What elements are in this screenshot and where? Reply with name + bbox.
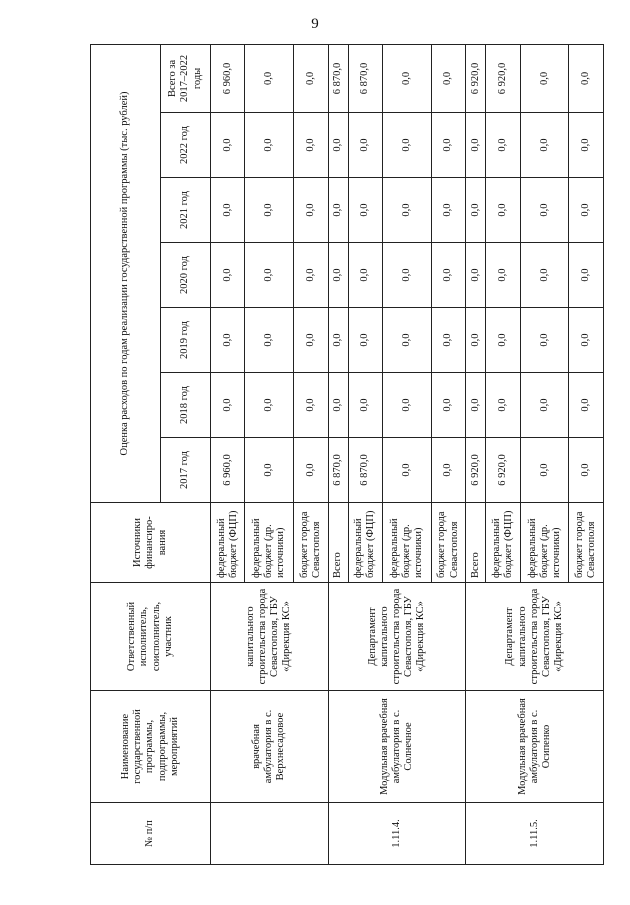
header-total: Всего за 2017–2022 годы [161, 44, 211, 112]
header-year: 2020 год [161, 243, 211, 308]
year-value: 0,0 [348, 113, 382, 178]
year-value: 0,0 [245, 438, 294, 503]
year-value: 0,0 [211, 373, 245, 438]
table-wrapper [90, 45, 604, 865]
year-value: 0,0 [466, 113, 486, 178]
year-value: 0,0 [294, 178, 328, 243]
year-value: 0,0 [211, 308, 245, 373]
year-value: 0,0 [294, 308, 328, 373]
year-value: 0,0 [383, 178, 432, 243]
year-value: 0,0 [466, 243, 486, 308]
year-value: 0,0 [486, 373, 520, 438]
year-value: 0,0 [486, 308, 520, 373]
year-value: 0,0 [245, 113, 294, 178]
year-value: 0,0 [520, 243, 569, 308]
year-value: 0,0 [569, 113, 604, 178]
year-value: 0,0 [294, 113, 328, 178]
year-value: 0,0 [520, 178, 569, 243]
year-value: 0,0 [431, 308, 465, 373]
funding-source: федеральный бюджет (др. источники) [245, 503, 294, 583]
funding-source: федеральный бюджет (др. источники) [520, 503, 569, 583]
total-value: 6 920,0 [486, 44, 520, 112]
year-value: 0,0 [245, 373, 294, 438]
item-name: Модульная врачебная амбулатория в с. Солнечное [328, 691, 466, 803]
header-name: Наименование государственной программы, подпрограммы, мероприятий [91, 691, 211, 803]
header-year: 2021 год [161, 178, 211, 243]
year-value: 0,0 [328, 178, 348, 243]
year-value: 0,0 [569, 243, 604, 308]
total-value: 0,0 [294, 44, 328, 112]
funding-source: федеральный бюджет (др. источники) [383, 503, 432, 583]
row-number: 1.11.5. [466, 803, 604, 865]
header-year: 2022 год [161, 113, 211, 178]
item-responsible: Департамент капитального строительства города Севастополя, ГБУ «Дирекция КС» [466, 583, 604, 691]
year-value: 6 870,0 [348, 438, 382, 503]
year-value: 0,0 [569, 308, 604, 373]
year-value: 0,0 [211, 178, 245, 243]
year-value: 0,0 [383, 243, 432, 308]
page-number: 9 [311, 16, 319, 32]
total-value: 0,0 [520, 44, 569, 112]
table-row [466, 44, 486, 864]
year-value: 0,0 [348, 178, 382, 243]
year-value: 0,0 [486, 178, 520, 243]
year-value: 0,0 [211, 243, 245, 308]
year-value: 0,0 [383, 438, 432, 503]
funding-source: бюджет города Севастополя [294, 503, 328, 583]
year-value: 0,0 [431, 178, 465, 243]
budget-table [90, 44, 604, 865]
header-year: 2017 год [161, 438, 211, 503]
item-responsible: Департамент капитального строительства города Севастополя, ГБУ «Дирекция КС» [328, 583, 466, 691]
header-sources: Источники финансиро-вания [91, 503, 211, 583]
year-value: 0,0 [294, 373, 328, 438]
year-value: 6 920,0 [486, 438, 520, 503]
table-row [211, 44, 245, 864]
year-value: 6 960,0 [211, 438, 245, 503]
year-value: 0,0 [431, 243, 465, 308]
year-value: 6 920,0 [466, 438, 486, 503]
header-no: № п/п [91, 803, 211, 865]
total-value: 6 870,0 [348, 44, 382, 112]
funding-source: бюджет города Севастополя [431, 503, 465, 583]
header-estimate: Оценка расходов по годам реализации государственной программы (тыс. рублей) [91, 44, 161, 502]
year-value: 0,0 [348, 373, 382, 438]
funding-source: федеральный бюджет (ФЦП) [486, 503, 520, 583]
table-body [211, 44, 604, 864]
year-value: 0,0 [245, 178, 294, 243]
funding-source: Всего [466, 503, 486, 583]
year-value: 0,0 [466, 373, 486, 438]
header-year: 2019 год [161, 308, 211, 373]
year-value: 0,0 [569, 178, 604, 243]
year-value: 0,0 [383, 373, 432, 438]
row-number: 1.11.4. [328, 803, 466, 865]
header-year: 2018 год [161, 373, 211, 438]
funding-source: федеральный бюджет (ФЦП) [211, 503, 245, 583]
total-value: 6 870,0 [328, 44, 348, 112]
item-responsible: капитального строительства города Севастополя, ГБУ «Дирекция КС» [211, 583, 329, 691]
year-value: 0,0 [294, 243, 328, 308]
year-value: 0,0 [520, 373, 569, 438]
year-value: 0,0 [383, 308, 432, 373]
year-value: 0,0 [348, 308, 382, 373]
total-value: 6 960,0 [211, 44, 245, 112]
item-name: Модульная врачебная амбулатория в с. Осипенко [466, 691, 604, 803]
year-value: 0,0 [520, 438, 569, 503]
year-value: 0,0 [383, 113, 432, 178]
year-value: 0,0 [294, 438, 328, 503]
total-value: 0,0 [383, 44, 432, 112]
year-value: 0,0 [245, 308, 294, 373]
year-value: 0,0 [466, 308, 486, 373]
year-value: 0,0 [348, 243, 382, 308]
year-value: 0,0 [328, 373, 348, 438]
year-value: 0,0 [245, 243, 294, 308]
total-value: 0,0 [245, 44, 294, 112]
year-value: 0,0 [466, 178, 486, 243]
year-value: 0,0 [486, 243, 520, 308]
year-value: 0,0 [431, 113, 465, 178]
rotated-table-container [90, 45, 604, 865]
year-value: 0,0 [569, 373, 604, 438]
year-value: 0,0 [520, 308, 569, 373]
total-value: 0,0 [431, 44, 465, 112]
year-value: 0,0 [486, 113, 520, 178]
table-row [328, 44, 348, 864]
year-value: 0,0 [569, 438, 604, 503]
header-responsible: Ответственный исполнитель, соисполнитель, участник [91, 583, 211, 691]
funding-source: федеральный бюджет (ФЦП) [348, 503, 382, 583]
year-value: 0,0 [520, 113, 569, 178]
year-value: 0,0 [328, 308, 348, 373]
year-value: 0,0 [431, 373, 465, 438]
item-name: врачебная амбулатория в с. Верхнесадовое [211, 691, 329, 803]
year-value: 0,0 [211, 113, 245, 178]
total-value: 0,0 [569, 44, 604, 112]
year-value: 0,0 [328, 243, 348, 308]
year-value: 0,0 [328, 113, 348, 178]
year-value: 6 870,0 [328, 438, 348, 503]
row-number [211, 803, 329, 865]
total-value: 6 920,0 [466, 44, 486, 112]
funding-source: Всего [328, 503, 348, 583]
year-value: 0,0 [431, 438, 465, 503]
funding-source: бюджет города Севастополя [569, 503, 604, 583]
